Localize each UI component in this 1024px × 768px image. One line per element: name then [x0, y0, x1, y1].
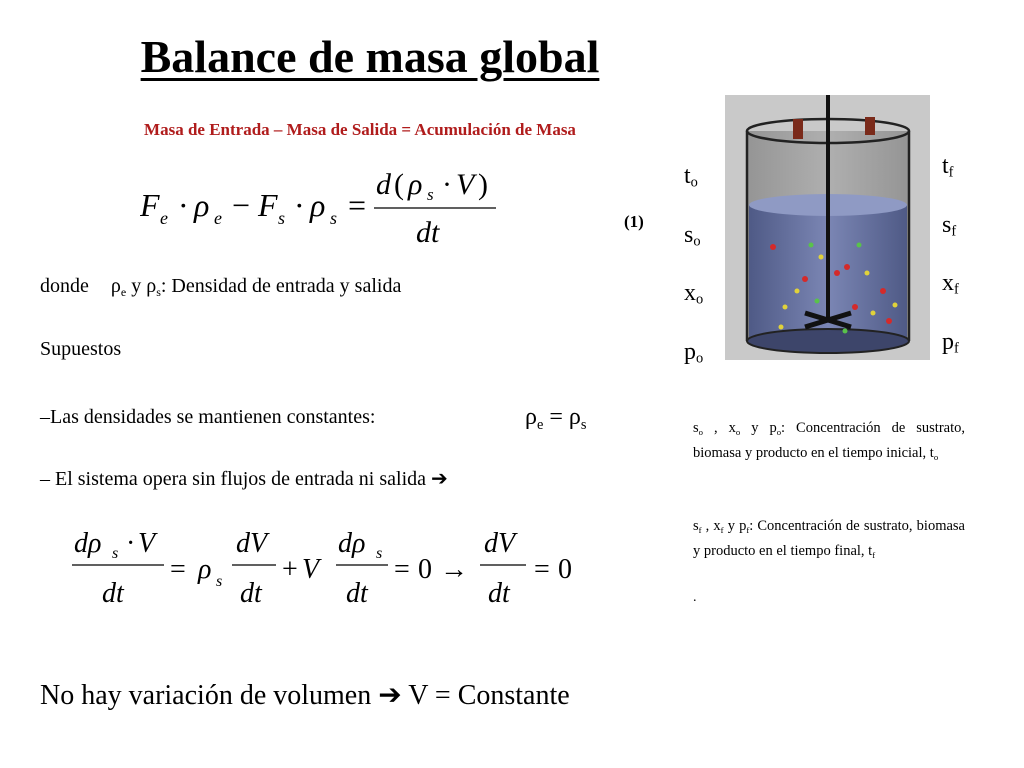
svg-text:·: ·: [294, 187, 305, 223]
svg-text:s: s: [112, 545, 119, 562]
equation-mass-balance: [140, 166, 620, 246]
svg-text:0: 0: [558, 554, 572, 585]
svg-text:dt: dt: [102, 578, 124, 609]
sub-e: e: [536, 417, 544, 434]
mass-balance-statement: Masa de Entrada – Masa de Salida = Acumulación de Masa: [144, 120, 576, 139]
svg-text:dρ: dρ: [74, 528, 102, 559]
svg-text:e: e: [214, 208, 222, 228]
svg-text:dV: dV: [236, 528, 268, 559]
density-equality: [525, 404, 587, 434]
svg-text:dt: dt: [346, 578, 368, 609]
assumption-no-flow-text: – El sistema opera sin flujos de entrada ni salida: [40, 468, 427, 490]
arrow-right-icon: ➔: [378, 678, 402, 711]
svg-text:=: =: [170, 554, 186, 585]
sub-s: s: [580, 417, 587, 434]
rho-symbol: ρ: [110, 275, 121, 297]
equation-volume-derivation: [70, 520, 680, 610]
rho-symbol: ρ: [525, 404, 537, 430]
note-initial-concentrations: $s_o$ , $x_o$ y $p_o$: Concentración de sustrato, biomasa y producto en el tiempo inicial, $t_o$: [693, 420, 966, 463]
svg-text:F: F: [140, 187, 160, 223]
conclusion-result: V = Constante: [408, 680, 570, 711]
svg-text:ρ: ρ: [408, 168, 423, 201]
svg-text:dρ: dρ: [338, 528, 366, 559]
var-s-final: sf: [942, 211, 957, 240]
sub-s: s: [156, 285, 161, 300]
note-final-concentrations: $s_f$ , $x_f$ y $p_f$: Concentración de sustrato, biomasa y producto en el tiempo final, $t_f$: [693, 518, 965, 561]
bioreactor-illustration: [725, 95, 930, 360]
svg-text:·: ·: [126, 528, 136, 559]
conclusion-text: No hay variación de volumen: [40, 680, 372, 711]
equals-sign: =: [543, 404, 569, 430]
var-t-final: tf: [942, 153, 954, 181]
arrow-right-icon: ➔: [431, 466, 448, 490]
svg-text:s: s: [216, 573, 223, 590]
svg-text:s: s: [376, 545, 383, 562]
svg-text:s: s: [427, 185, 434, 204]
var-x-initial: xo: [684, 280, 704, 308]
conjunction: y: [131, 275, 142, 297]
svg-text:ρ: ρ: [198, 554, 212, 585]
var-s-initial: so: [684, 221, 701, 250]
initial-variables: [684, 150, 703, 384]
svg-text:e: e: [160, 208, 168, 228]
equation-number: (1): [624, 212, 644, 231]
svg-text:V: V: [456, 168, 475, 201]
svg-text:(: (: [394, 168, 404, 201]
svg-text:dV: dV: [484, 528, 516, 559]
rho-symbol: ρ: [146, 275, 157, 297]
svg-text:s: s: [278, 208, 286, 228]
conclusion-statement: [40, 678, 570, 712]
donde-word: donde: [40, 275, 89, 297]
var-x-final: xf: [942, 270, 959, 298]
svg-text:·: ·: [442, 168, 452, 201]
svg-text:−: −: [232, 187, 251, 223]
page-title: Balance de masa global: [140, 31, 600, 82]
svg-text:ρ: ρ: [310, 187, 326, 223]
var-p-initial: po: [684, 338, 704, 367]
final-variables: [942, 140, 959, 374]
svg-text:F: F: [258, 187, 278, 223]
assumptions-heading: Supuestos: [40, 338, 122, 360]
svg-text:dt: dt: [240, 578, 262, 609]
rho-symbol: ρ: [568, 404, 581, 430]
svg-text:=: =: [534, 554, 550, 585]
assumption-no-flow: [40, 466, 448, 491]
svg-text:V: V: [138, 528, 156, 559]
var-p-final: pf: [942, 328, 959, 357]
svg-text:·: ·: [178, 187, 189, 223]
sub-e: e: [120, 285, 127, 300]
density-definition: [40, 275, 401, 300]
svg-text:→: →: [440, 554, 468, 585]
trailing-dot: .: [693, 590, 697, 605]
svg-text:=: =: [394, 554, 410, 585]
svg-text:dt: dt: [488, 578, 510, 609]
svg-text:ρ: ρ: [194, 187, 210, 223]
assumption-constant-density: –Las densidades se mantienen constantes:: [40, 406, 376, 428]
svg-text:V: V: [302, 554, 320, 585]
svg-text:0: 0: [418, 554, 432, 585]
svg-text:d: d: [376, 168, 391, 201]
density-description: : Densidad de entrada y salida: [160, 275, 402, 297]
svg-text:dt: dt: [416, 216, 440, 246]
svg-text:=: =: [348, 187, 367, 223]
svg-text:): ): [478, 168, 488, 201]
svg-text:s: s: [330, 208, 338, 228]
var-t-initial: to: [684, 163, 698, 191]
svg-text:+: +: [282, 554, 298, 585]
